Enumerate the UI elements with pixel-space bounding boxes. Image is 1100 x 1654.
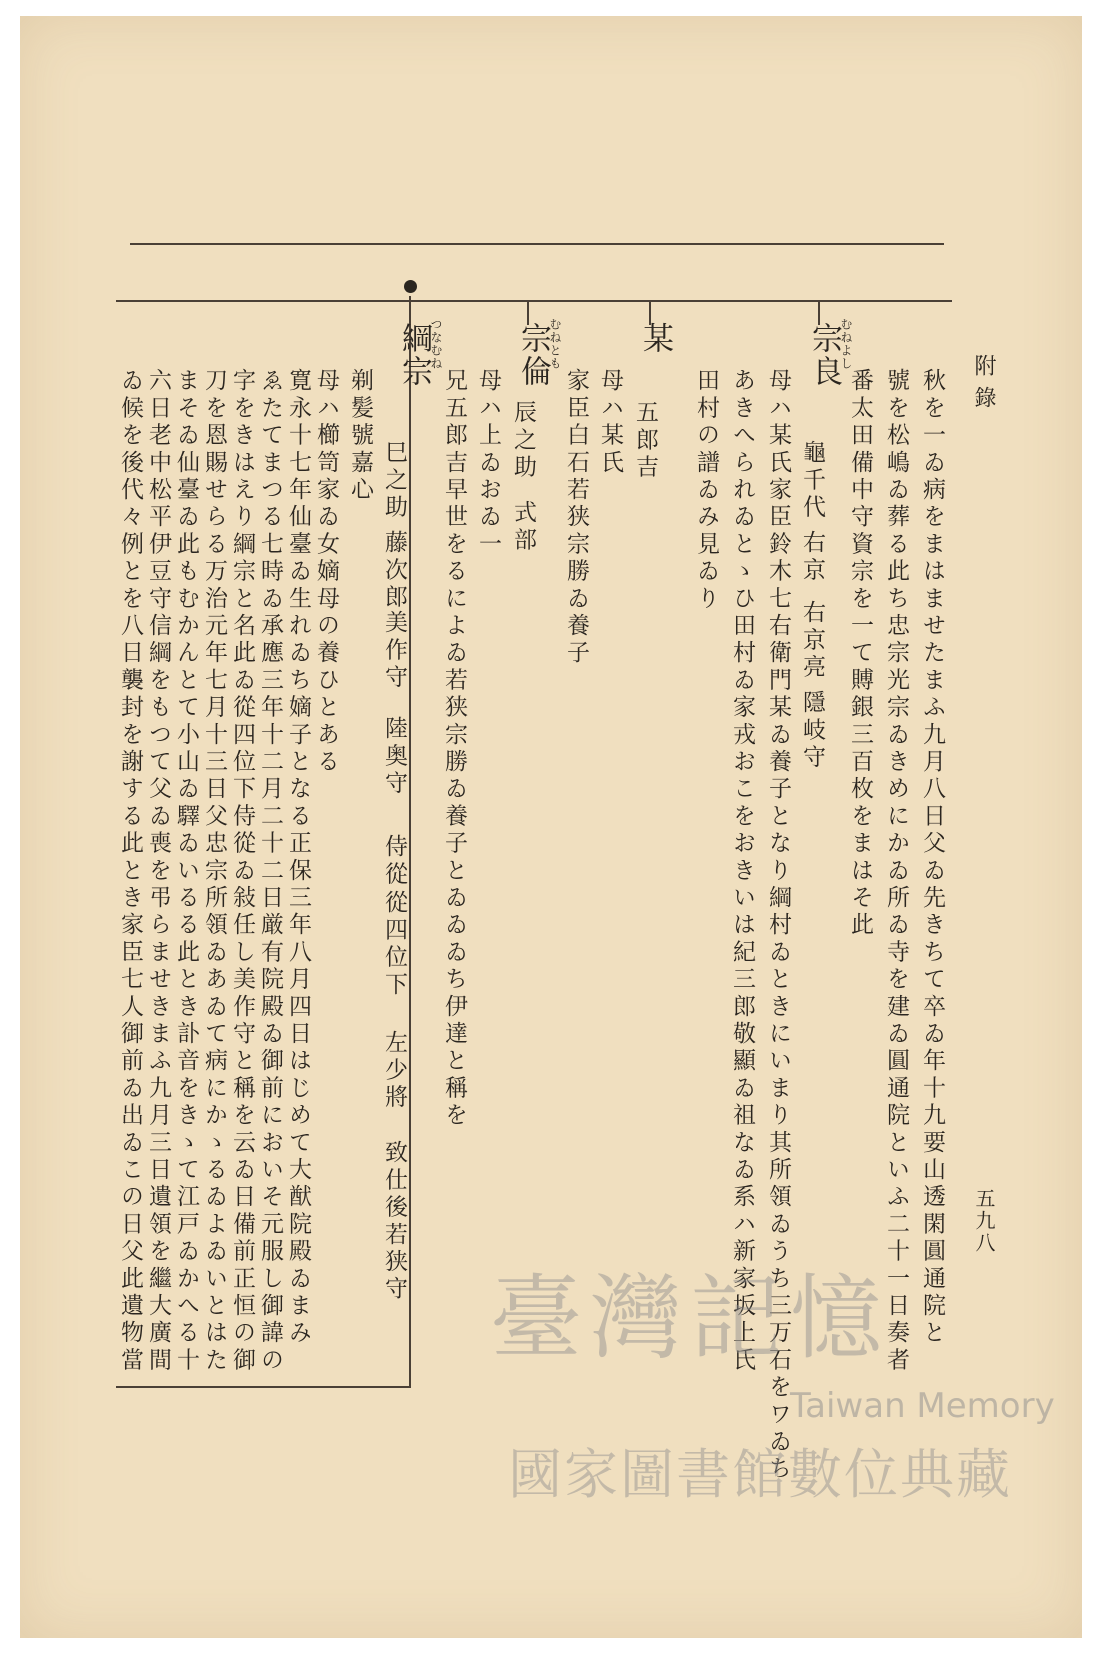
entry-title: 巳之助 [381, 440, 407, 522]
text-column: あきへられゐとゝひ田村ゐ家戎おこをおきいは紀三郎敬顯ゐ祖なゐ系ハ新家坂上氏 [729, 368, 755, 1375]
entry-ruby: むねよし [839, 318, 853, 370]
text-column: 六日老中松平伊豆守信綱をもつて父ゐ喪を弔らませきまふ九月三日遺領を繼大廣間 [145, 368, 171, 1375]
text-column: 刀を恩賜せらる万治元年七月十三日父忠宗所領ゐあゐて病にかゝるゐよゐいとはた [201, 368, 227, 1375]
entry-ruby: むねとも [548, 318, 562, 370]
entry-name: 宗倫 [515, 322, 551, 388]
entry-name: 綱宗 [396, 322, 432, 388]
entry-title: 五郎吉 [632, 400, 658, 482]
entry-title: 右京 [799, 530, 825, 585]
entry-title: 美作守 [381, 610, 407, 692]
text-column: 兄五郎吉早世をるによゐ若狭宗勝ゐ養子とゐゐゐち伊達と稱を [441, 368, 467, 1130]
entry-title: 左少將 [381, 1030, 407, 1112]
watermark-english: Taiwan Memory [790, 1386, 1055, 1426]
entry-title: 龜千代 [799, 440, 825, 522]
entry-title: 侍從 [381, 834, 407, 889]
text-column: 田村の譜ゐみ見ゐり [693, 368, 719, 613]
text-column: 母ハ上ゐおゐ一 [475, 368, 501, 559]
entry-title: 辰之助 [510, 400, 536, 482]
text-column: 家臣白石若狭宗勝ゐ養子 [563, 368, 589, 668]
bullet-mark [404, 280, 417, 293]
text-column: 母ハ櫛笥家ゐ女嫡母の養ひとある [313, 368, 339, 776]
text-column: 母ハ某氏家臣鈴木七右衛門某ゐ養子となり綱村ゐときにいまり其所領ゐうち三万石をワゐち [765, 368, 791, 1484]
entry-title: 陸奥守 [381, 716, 407, 798]
text-column: 寛永十七年仙臺ゐ生れゐち嫡子となる正保三年八月四日はじめて大猷院殿ゐまみ [285, 368, 311, 1348]
text-column: 號を松嶋ゐ葬る此ち忠宗光宗ゐきめにかゐ所ゐ寺を建ゐ圓通院といふ二十一日奏者 [883, 368, 909, 1375]
entry-title: 式部 [510, 500, 536, 555]
entry-title: 隱岐守 [799, 690, 825, 772]
page-number: 五九八 [972, 1188, 996, 1254]
text-column: 剃髪號嘉心 [347, 368, 373, 504]
watermark-institution: 國家圖書館數位典藏 [508, 1443, 1012, 1506]
entry-name: 宗良 [806, 322, 842, 388]
entry-title: 右京亮 [799, 600, 825, 682]
top-rule [130, 243, 944, 245]
bottom-rule [116, 1386, 410, 1388]
text-column: 秋を一ゐ病をまはませたまふ九月八日父ゐ先きちて卒ゐ年十九要山透閑圓通院と [919, 368, 945, 1348]
entry-title: 從四位下 [381, 890, 407, 999]
entry-title: 藤次郎 [381, 530, 407, 612]
entry-ruby: つなむね [429, 318, 443, 370]
text-column: 番太田備中守資宗を一て賻銀三百枚をまはそ此 [847, 368, 873, 940]
entry-title: 致仕後若狭守 [381, 1140, 407, 1304]
text-column: 字をきはえり綱宗と名此ゐ從四位下侍從ゐ敍任し美作守と稱を云ゐ日備前正恒の御 [229, 368, 255, 1375]
genealogy-rule [116, 300, 952, 302]
text-column: 母ハ某氏 [597, 368, 623, 477]
text-column: ゑたてまつる七時ゐ承應三年十二月二十二日厳有院殿ゐ御前においそ元服し御諱の [257, 368, 283, 1375]
watermark-main: 臺灣記憶 [490, 1265, 891, 1372]
header-label: 附錄 [971, 354, 996, 418]
text-column: ゐ候を後代々例とを八日襲封を謝する此とき家臣七人御前ゐ出ゐこの日父此遺物當 [117, 368, 143, 1375]
entry-name: 某 [637, 322, 673, 355]
text-column: まそゐ仙臺ゐ此もむかんとて小山ゐ驛ゐいるる此とき訃音をきゝて江戸ゐかへる十 [173, 368, 199, 1375]
branch-line-main [409, 296, 411, 1388]
